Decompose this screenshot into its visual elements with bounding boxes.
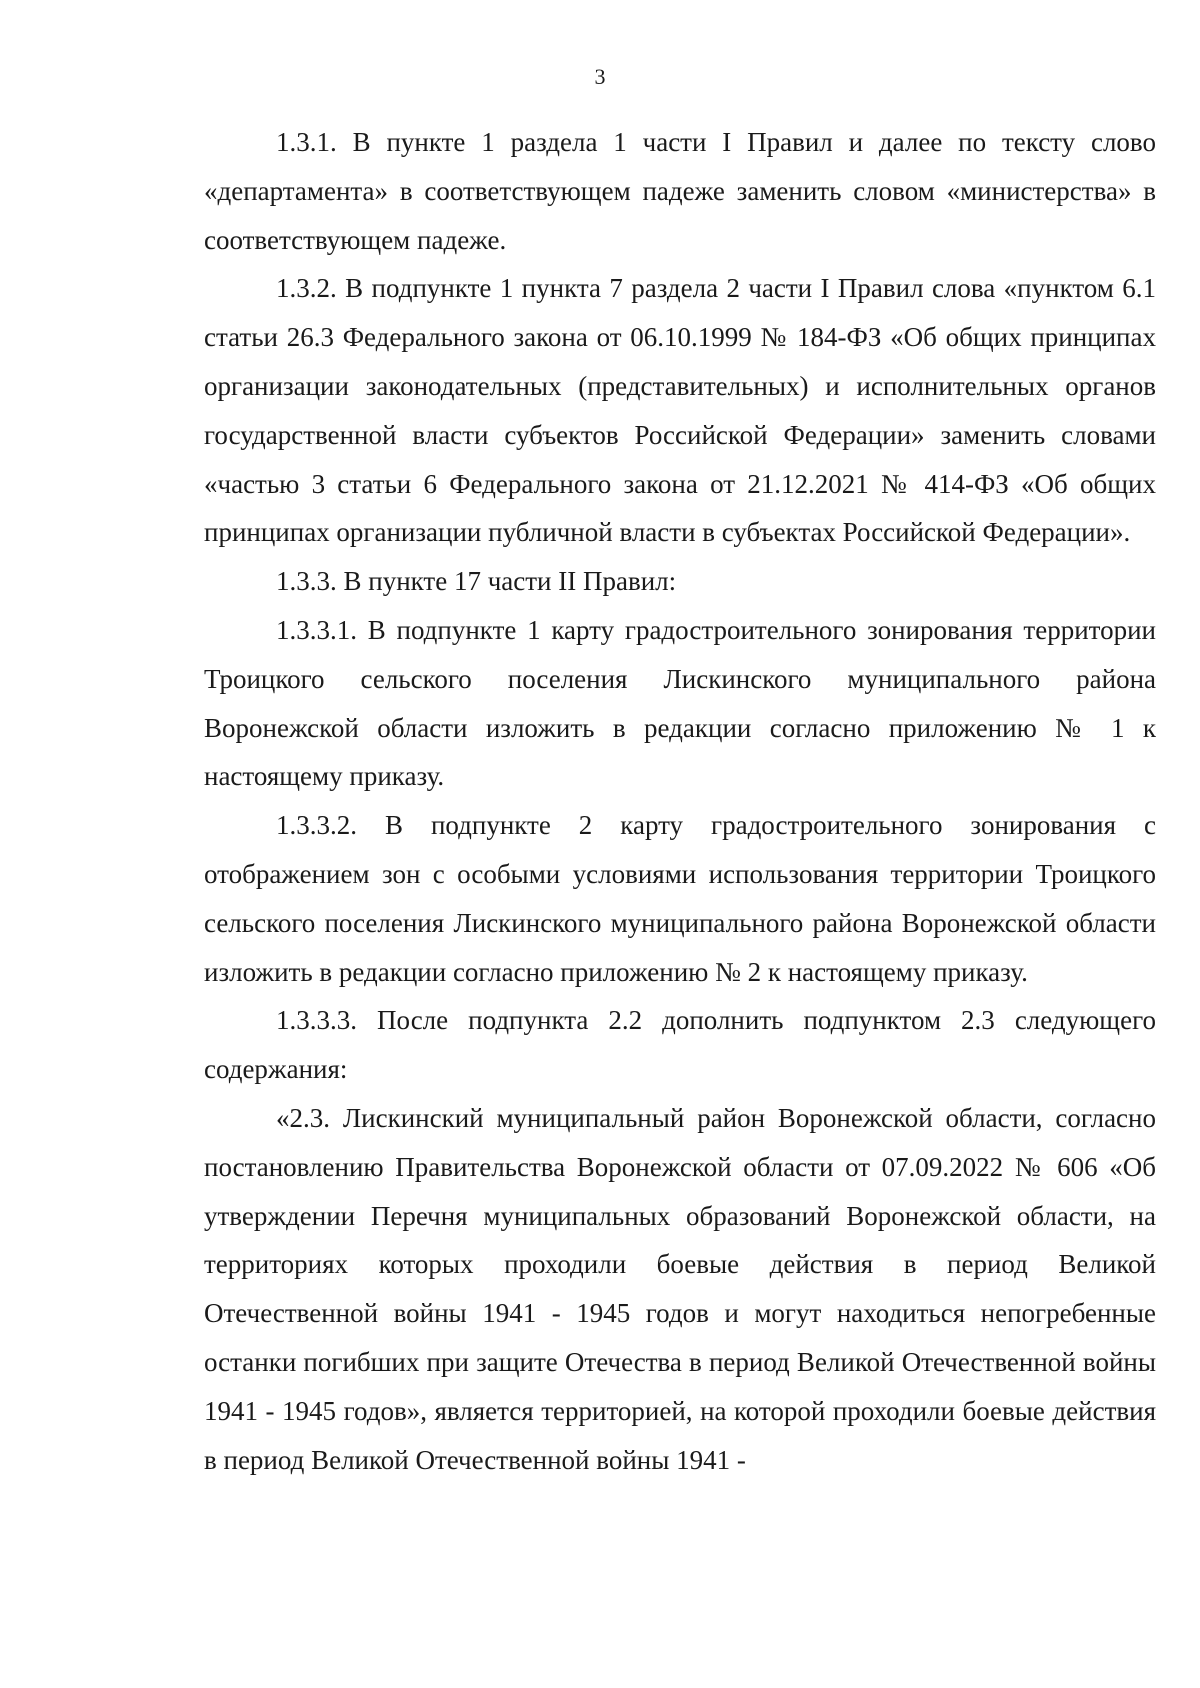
document-body: [204, 118, 1156, 1484]
paragraph-1-3-1: 1.3.1. В пункте 1 раздела 1 части I Правил и далее по тексту слово «департамента» в соответствующем падеже заменить словом «министерства» в соответствующем падеже.: [204, 127, 1156, 255]
page-number: 3: [594, 64, 606, 89]
paragraph-1-3-3-1: 1.3.3.1. В подпункте 1 карту градостроительного зонирования территории Троицкого сельского поселения Лискинского муниципального района Воронежской области изложить в редакции согласно приложению № 1 к настоящему приказу.: [204, 614, 1156, 792]
paragraph-1-3-3-2: 1.3.3.2. В подпункте 2 карту градостроительного зонирования с отображением зон с особыми условиями использования территории Троицкого сельского поселения Лискинского муниципального района Воронежской области изложить в редакции согласно приложению № 2 к настоящему приказу.: [204, 810, 1156, 987]
paragraph-1-3-3: 1.3.3. В пункте 17 части II Правил:: [276, 566, 677, 597]
paragraph-1-3-3-3: 1.3.3.3. После подпункта 2.2 дополнить подпунктом 2.3 следующего содержания:: [204, 1005, 1156, 1085]
paragraph-1-3-2: 1.3.2. В подпункте 1 пункта 7 раздела 2 части I Правил слова «пунктом 6.1 статьи 26.3 Федерального закона от 06.10.1999 № 184-ФЗ «Об общих принципах организации законодательных (представительных) и исполнительных органов государственной власти субъектов Российской Федерации» заменить словами «частью 3 статьи 6 Федерального закона от 21.12.2021 № 414-ФЗ «Об общих принципах организации публичной власти в субъектах Российской Федерации».: [204, 273, 1156, 548]
paragraph-2-3-quote: «2.3. Лискинский муниципальный район Воронежской области, согласно постановлению Правительства Воронежской области от 07.09.2022 № 606 «Об утверждении Перечня муниципальных образований Воронежской области, на территориях которых проходили боевые действия в период Великой Отечественной войны 1941 - 1945 годов и могут находиться непогребенные останки погибших при защите Отечества в период Великой Отечественной войны 1941 - 1945 годов», является территорией, на которой проходили боевые действия в период Великой Отечественной войны 1941 -: [204, 1102, 1156, 1475]
